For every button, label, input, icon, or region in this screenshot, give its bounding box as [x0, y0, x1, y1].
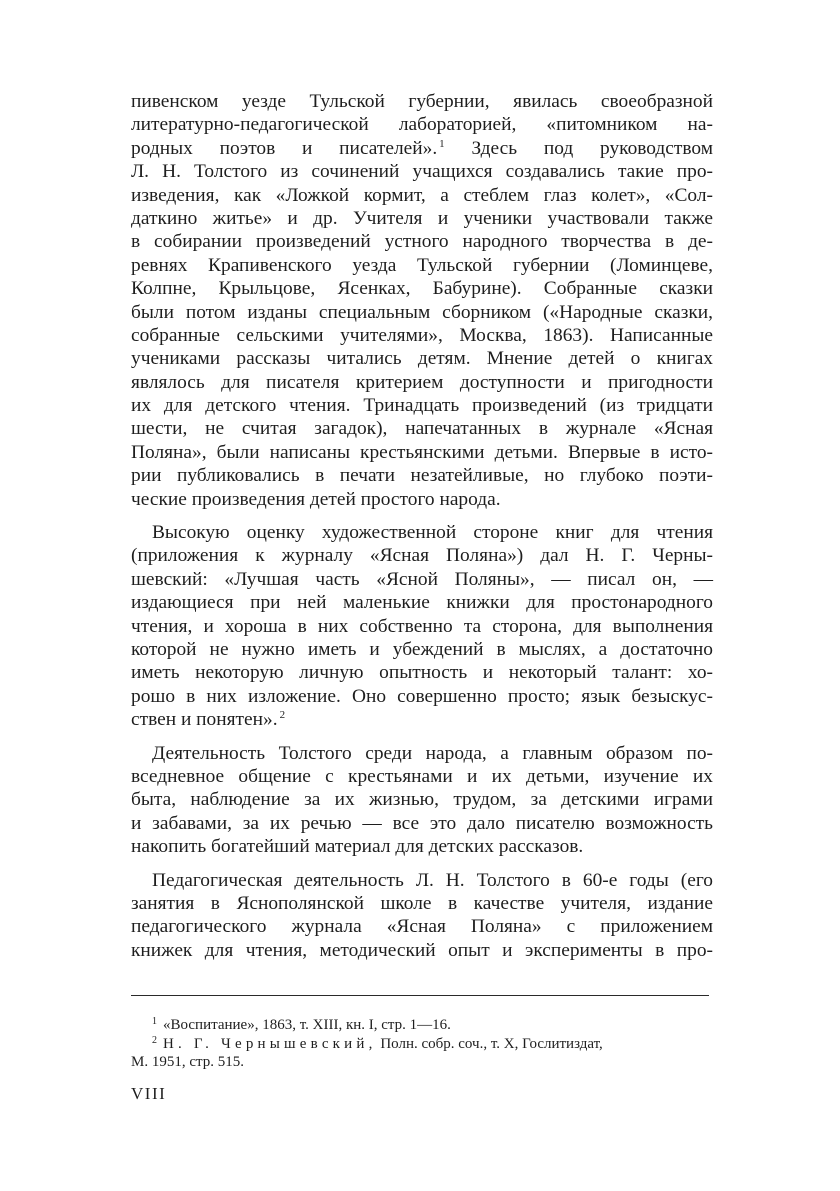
- text-line: издающиеся при ней маленькие книжки для простонародного: [131, 592, 713, 614]
- text-line: были потом изданы специальным сборником («Народные сказки,: [131, 301, 713, 323]
- text-line: накопить богатейший материал для детских рассказов.: [131, 836, 584, 858]
- page-number: VIII: [131, 1084, 167, 1103]
- text-line: рии публиковались в печати незатейливые, но глубоко поэти-: [131, 465, 713, 487]
- footnote-author: Н. Г. Чернышевский,: [163, 1035, 377, 1052]
- text-line: даткино житье» и др. Учителя и ученики участвовали также: [131, 207, 713, 229]
- footnote-text: Полн. собр. соч., т. X, Гослитиздат,: [380, 1035, 603, 1052]
- footnote-divider: [131, 995, 709, 996]
- footnote-mark: 1: [152, 1016, 157, 1027]
- footnote-ref-2: 2: [279, 709, 286, 722]
- text-line: (приложения к журналу «Ясная Поляна») дал Н. Г. Черны-: [131, 545, 713, 567]
- text-line: шести, не считая загадок), напечатанных в журнале «Ясная: [131, 418, 713, 440]
- text-line: ческие произведения детей простого народа.: [131, 488, 501, 510]
- text-line: которой не нужно иметь и убеждений в мыслях, а достаточно: [131, 638, 713, 660]
- text-line: занятия в Яснополянской школе в качестве учителя, издание: [131, 892, 713, 914]
- text-line: Поляна», были написаны крестьянскими детьми. Впервые в исто-: [131, 441, 713, 463]
- text-line: иметь некоторую личную опытность и некоторый талант: хо-: [131, 662, 713, 684]
- text-line: пивенском уезде Тульской губернии, явилась своеобразной: [131, 91, 713, 112]
- text-fragment: родных поэтов и писателей».: [131, 137, 438, 159]
- text-line: Колпне, Крыльцове, Ясенках, Бабурине). Собранные сказки: [131, 278, 713, 300]
- text-line-with-footnote: [131, 708, 713, 731]
- footnote-2: [131, 1035, 713, 1054]
- footnote-text: «Воспитание», 1863, т. XIII, кн. I, стр. 1—16.: [163, 1017, 451, 1033]
- text-line-with-footnote: [131, 137, 713, 160]
- text-line: литературно-педагогической лабораторией, «питомником на-: [131, 114, 713, 136]
- text-line: Деятельность Толстого среди народа, а главным образом по-: [152, 742, 713, 764]
- text-line: изведения, как «Ложкой кормит, а стеблем глаз колет», «Сол-: [131, 184, 713, 206]
- text-line: Л. Н. Толстого из сочинений учащихся создавались такие про-: [131, 161, 713, 183]
- footnotes: [131, 1016, 713, 1072]
- text-line: являлось для писателя критерием доступности и пригодности: [131, 371, 713, 393]
- text-line: их для детского чтения. Тринадцать произведений (из тридцати: [131, 395, 713, 417]
- footnote-ref-1: 1: [439, 137, 445, 150]
- text-line: быта, наблюдение за их жизнью, трудом, за детскими играми: [131, 789, 713, 811]
- text-fragment: ствен и понятен».: [131, 709, 278, 731]
- text-line: собранные сельскими учителями», Москва, 1863). Написанные: [131, 324, 713, 346]
- text-line: книжек для чтения, методический опыт и эксперименты в про-: [131, 939, 713, 961]
- text-fragment: Здесь под руководством: [471, 137, 713, 159]
- text-line: шевский: «Лучшая часть «Ясной Поляны», — писал он, —: [131, 568, 713, 590]
- footnote-mark: 2: [152, 1034, 157, 1046]
- text-line: Педагогическая деятельность Л. Н. Толстого в 60-е годы (его: [152, 869, 713, 891]
- footnote-1: [131, 1016, 713, 1035]
- main-text: [131, 90, 713, 962]
- text-line: Высокую оценку художественной стороне книг для чтения: [152, 522, 713, 544]
- text-line: учениками рассказы читались детям. Мнение детей о книгах: [131, 348, 713, 370]
- text-line: ревнях Крапивенского уезда Тульской губернии (Ломинцеве,: [131, 254, 713, 276]
- text-line: и забавами, за их речью — все это дало писателю возможность: [131, 812, 713, 834]
- text-line: педагогического журнала «Ясная Поляна» с приложением: [131, 916, 713, 938]
- text-line: рошо в них изложение. Оно совершенно просто; язык безыскус-: [131, 685, 713, 707]
- text-line: в собирании произведений устного народного творчества в де-: [131, 231, 713, 253]
- footnote-2-continuation: М. 1951, стр. 515.: [131, 1054, 244, 1070]
- text-line: вседневное общение с крестьянами и их детьми, изучение их: [131, 765, 713, 787]
- text-line: чтения, и хороша в них собственно та сторона, для выполнения: [131, 615, 713, 637]
